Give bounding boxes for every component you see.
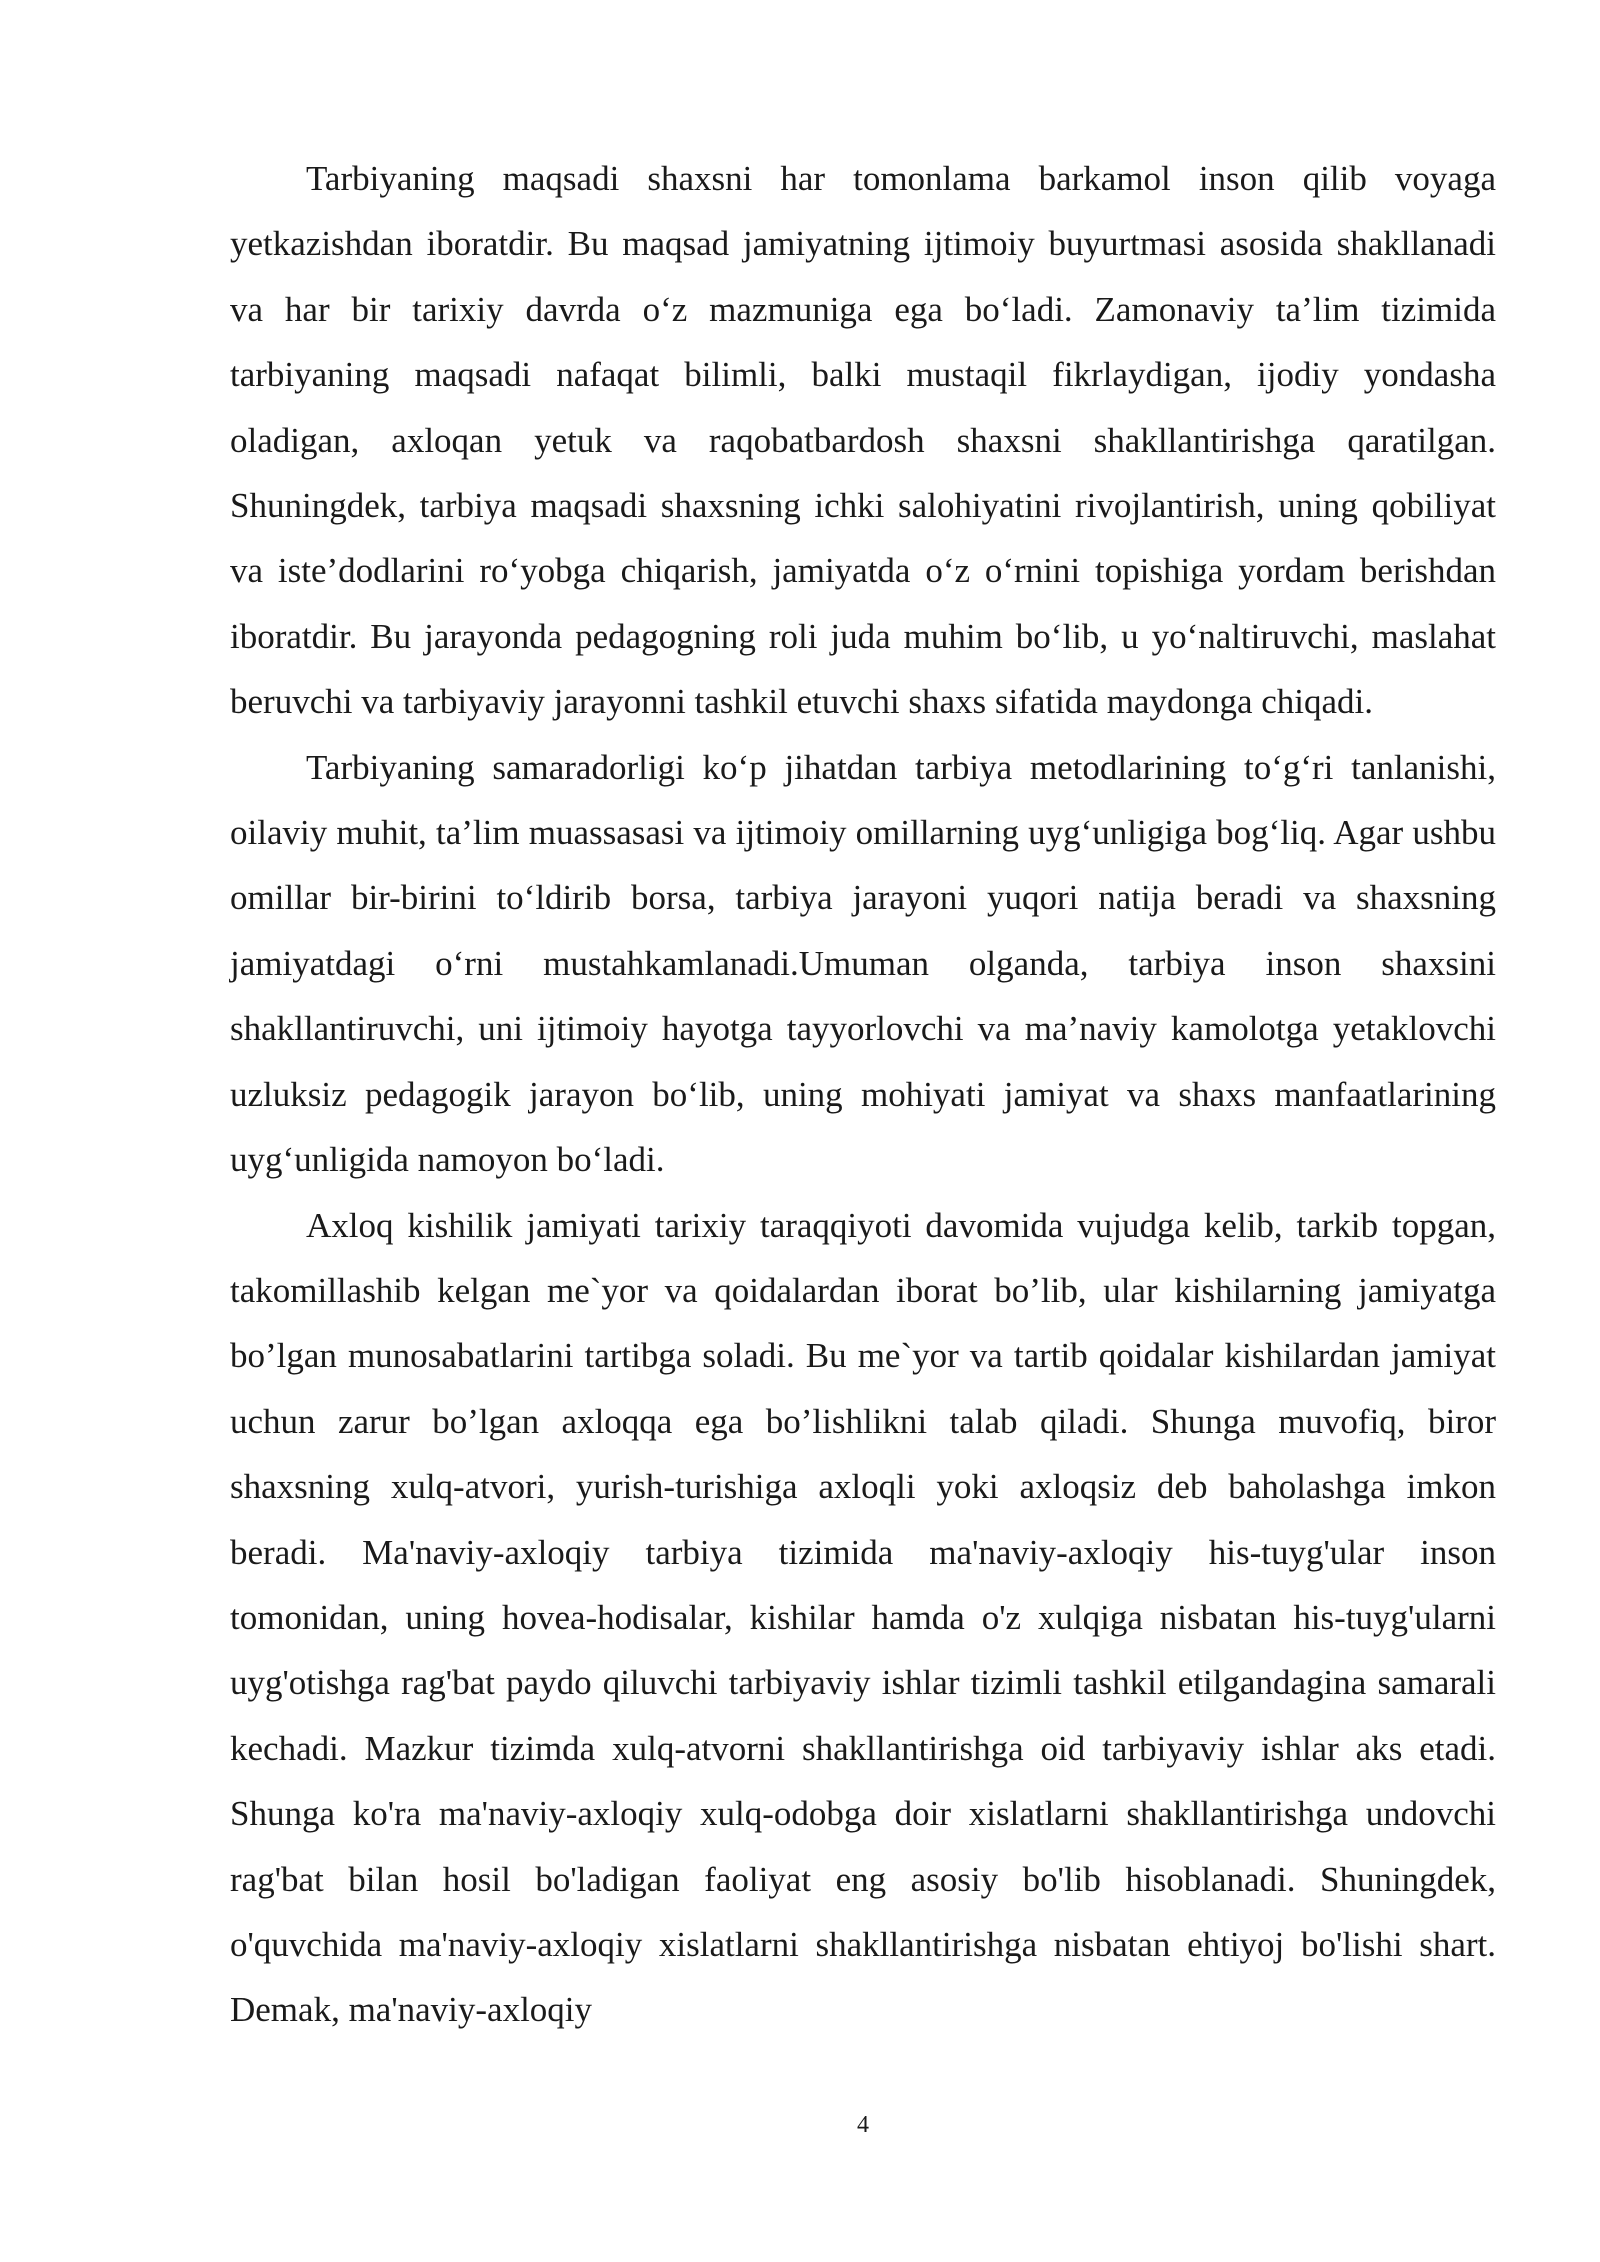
- paragraph-axloq: Axloq kishilik jamiyati tarixiy taraqqiyoti davomida vujudga kelib, tarkib topgan, takomillashib kelgan me`yor va qoidalardan iborat bo’lib, ular kishilarning jamiyatga bo’lgan munosabatlarini tartibga soladi. Bu me`yor va tartib qoidalar kishilardan jamiyat uchun zarur bo’lgan axloqqa ega bo’lishlikni talab qiladi. Shunga muvofiq, biror shaxsning xulq-atvori, yurish-turishiga axloqli yoki axloqsiz deb baholashga imkon beradi. Ma'naviy-axloqiy tarbiya tizimida ma'naviy-axloqiy his-tuyg'ular inson tomonidan, uning hovea-hodisalar, kishilar hamda o'z xulqiga nisbatan his-tuyg'ularni uyg'otishga rag'bat paydo qiluvchi tarbiyaviy ishlar tizimli tashkil etilgandagina samarali kechadi. Mazkur tizimda xulq-atvorni shakllantirishga oid tarbiyaviy ishlar aks etadi. Shunga ko'ra ma'naviy-axloqiy xulq-odobga doir xislatlarni shakllantirishga undovchi rag'bat bilan hosil bo'ladigan faoliyat eng asosiy bo'lib hisoblanadi. Shuningdek, o'quvchida ma'naviy-axloqiy xislatlarni shakllantirishga nisbatan ehtiyoj bo'lishi shart. Demak, ma'naviy-axloqiy: [230, 1205, 1496, 2030]
- paragraph-tarbiya-samaradorligi: Tarbiyaning samaradorligi ko‘p jihatdan tarbiya metodlarining to‘g‘ri tanlanishi, oilaviy muhit, ta’lim muassasasi va ijtimoiy omillarning uyg‘unligiga bog‘liq. Agar ushbu omillar bir-birini to‘ldirib borsa, tarbiya jarayoni yuqori natija beradi va shaxsning jamiyatdagi o‘rni mustahkamlanadi.Umuman olganda, tarbiya inson shaxsini shakllantiruvchi, uni ijtimoiy hayotga tayyorlovchi va ma’naviy kamolotga yetaklovchi uzluksiz pedagogik jarayon bo‘lib, uning mohiyati jamiyat va shaxs manfaatlarining uyg‘unligida namoyon bo‘ladi.: [230, 747, 1496, 1180]
- body-text: [230, 146, 1496, 2043]
- paragraph-tarbiya-maqsadi: Tarbiyaning maqsadi shaxsni har tomonlama barkamol inson qilib voyaga yetkazishdan iboratdir. Bu maqsad jamiyatning ijtimoiy buyurtmasi asosida shakllanadi va har bir tarixiy davrda o‘z mazmuniga ega bo‘ladi. Zamonaviy ta’lim tizimida tarbiyaning maqsadi nafaqat bilimli, balki mustaqil fikrlaydigan, ijodiy yondasha oladigan, axloqan yetuk va raqobatbardosh shaxsni shakllantirishga qaratilgan. Shuningdek, tarbiya maqsadi shaxsning ichki salohiyatini rivojlantirish, uning qobiliyat va iste’dodlarini ro‘yobga chiqarish, jamiyatda o‘z o‘rnini topishiga yordam berishdan iboratdir. Bu jarayonda pedagogning roli juda muhim bo‘lib, u yo‘naltiruvchi, maslahat beruvchi va tarbiyaviy jarayonni tashkil etuvchi shaxs sifatida maydonga chiqadi.: [230, 159, 1496, 722]
- page-number: 4: [857, 2112, 869, 2138]
